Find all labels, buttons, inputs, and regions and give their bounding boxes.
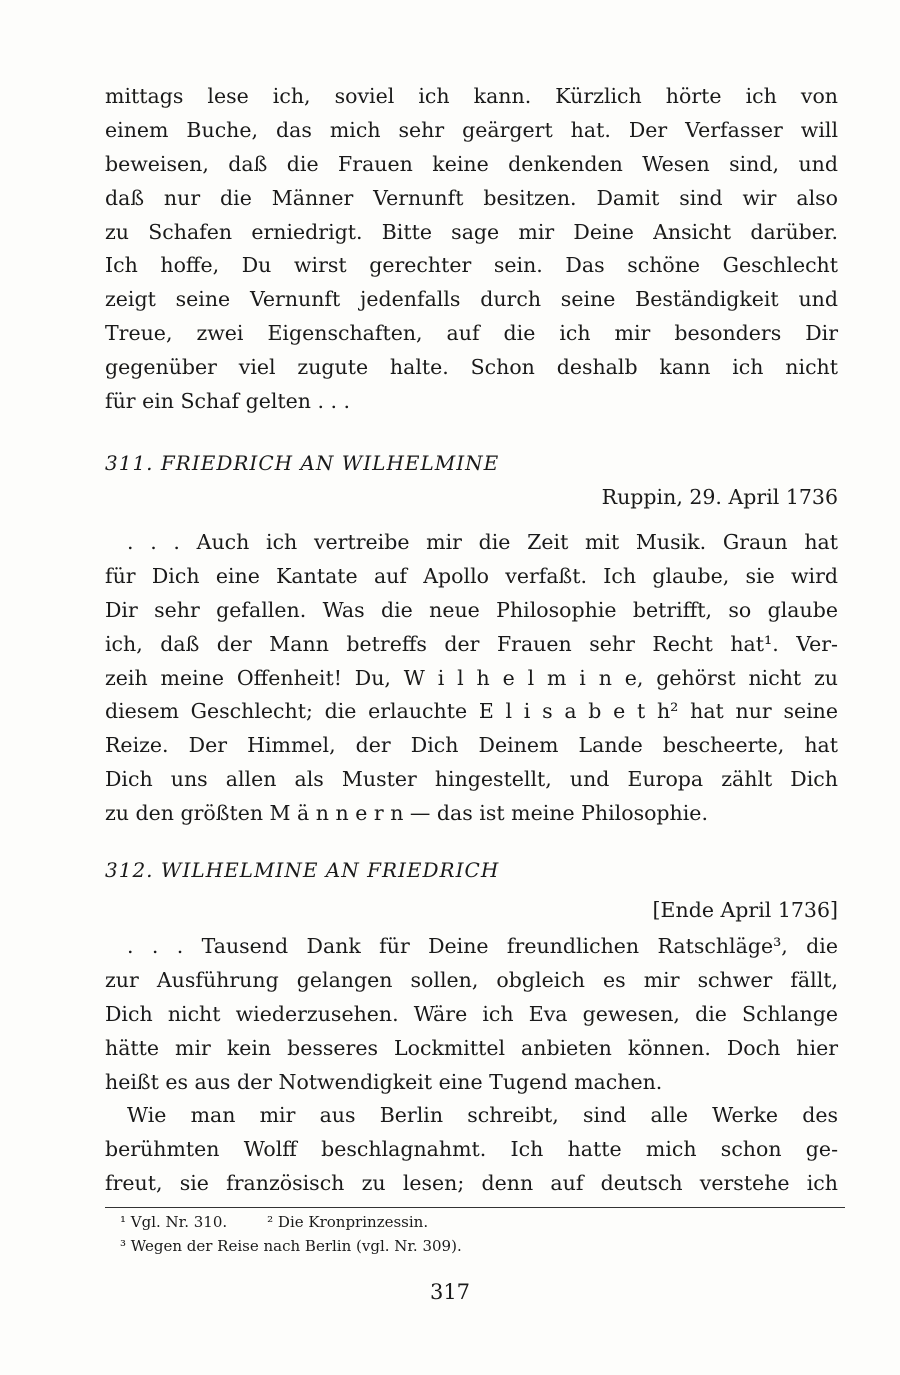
text-line: freut, sie französisch zu lesen; denn auf deutsch verstehe ich <box>105 1171 838 1196</box>
footnote-rule <box>105 1207 845 1208</box>
footnote-3: ³ Wegen der Reise nach Berlin (vgl. Nr. 309). <box>120 1237 462 1255</box>
letter-body <box>105 526 838 831</box>
text-line: beweisen, daß die Frauen keine denkenden Wesen sind, und <box>105 151 838 176</box>
text-line: Dir sehr gefallen. Was die neue Philosophie betrifft, so glaube <box>105 597 838 622</box>
text-line: zu den größten M ä n n e r n — das ist meine Philosophie. <box>105 801 708 826</box>
footnote-1: ¹ Vgl. Nr. 310. <box>120 1213 228 1231</box>
footnote-2: ² Die Kronprinzessin. <box>267 1213 429 1231</box>
text-line: für Dich eine Kantate auf Apollo verfaßt. Ich glaube, sie wird <box>105 563 838 588</box>
letter-body <box>105 930 838 1099</box>
text-line: Wie man mir aus Berlin schreibt, sind alle Werke des <box>127 1103 838 1128</box>
paragraph-continued <box>105 80 838 419</box>
text-line: zeih meine Offenheit! Du, W i l h e l m i n e, gehörst nicht zu <box>105 665 838 690</box>
letter-312 <box>105 853 838 1201</box>
letter-heading: 311. FRIEDRICH AN WILHELMINE <box>105 451 500 475</box>
text-line: einem Buche, das mich sehr geärgert hat. Der Verfasser will <box>105 117 838 142</box>
text-line: heißt es aus der Notwendigkeit eine Tugend machen. <box>105 1069 663 1094</box>
text-line: für ein Schaf gelten . . . <box>105 389 351 414</box>
text-line: zur Ausführung gelangen sollen, obgleich es mir schwer fällt, <box>105 967 838 992</box>
footnotes <box>120 1210 853 1258</box>
text-line: Treue, zwei Eigenschaften, auf die ich mir besonders Dir <box>105 321 838 346</box>
text-line: Ich hoffe, Du wirst gerechter sein. Das schöne Geschlecht <box>105 253 838 278</box>
text-line: zu Schafen erniedrigt. Bitte sage mir Deine Ansicht darüber. <box>105 219 838 244</box>
page-number: 317 <box>429 1280 471 1304</box>
text-line: gegenüber viel zugute halte. Schon deshalb kann ich nicht <box>105 355 838 380</box>
text-line: ich, daß der Mann betreffs der Frauen sehr Recht hat¹. Ver- <box>105 631 838 656</box>
text-line: zeigt seine Vernunft jedenfalls durch seine Beständigkeit und <box>105 287 838 312</box>
letter-body <box>105 1099 838 1201</box>
letter-date: [Ende April 1736] <box>652 898 838 922</box>
text-line: diesem Geschlecht; die erlauchte E l i s a b e t h² hat nur seine <box>105 699 838 724</box>
text-line: . . . Auch ich vertreibe mir die Zeit mit Musik. Graun hat <box>127 530 838 554</box>
text-line: Reize. Der Himmel, der Dich Deinem Lande bescheerte, hat <box>105 733 838 758</box>
text-line: mittags lese ich, soviel ich kann. Kürzlich hörte ich von <box>105 84 838 108</box>
text-line: Dich uns allen als Muster hingestellt, und Europa zählt Dich <box>105 767 838 792</box>
text-line: hätte mir kein besseres Lockmittel anbieten können. Doch hier <box>105 1035 838 1060</box>
letter-date: Ruppin, 29. April 1736 <box>601 485 838 509</box>
letter-heading: 312. WILHELMINE AN FRIEDRICH <box>105 858 500 882</box>
text-line: berühmten Wolff beschlagnahmt. Ich hatte mich schon ge- <box>105 1137 838 1162</box>
text-line: daß nur die Männer Vernunft besitzen. Damit sind wir also <box>105 185 838 210</box>
letter-311 <box>105 446 838 831</box>
text-line: . . . Tausend Dank für Deine freundlichen Ratschläge³, die <box>127 934 838 958</box>
text-line: Dich nicht wiederzusehen. Wäre ich Eva gewesen, die Schlange <box>105 1001 838 1026</box>
